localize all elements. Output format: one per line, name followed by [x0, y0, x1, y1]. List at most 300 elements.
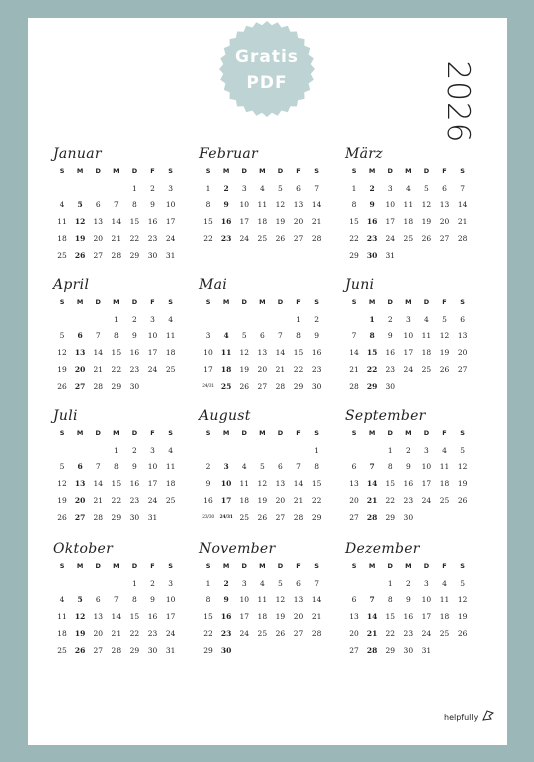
day-cell: 3	[241, 578, 247, 588]
day-cell: 19	[275, 217, 286, 227]
day-cell: 11	[57, 217, 67, 227]
weekday-header	[53, 425, 189, 443]
day-cell: 13	[293, 200, 304, 210]
day-cell: 12	[421, 200, 432, 210]
day-cell: 21	[366, 495, 378, 505]
day-cell	[253, 643, 271, 660]
day-cell: 2	[205, 462, 211, 472]
weekday-label: F	[150, 167, 155, 175]
week-row	[345, 312, 481, 329]
day-cell: 8	[296, 331, 301, 341]
day-cell: 20	[349, 628, 359, 638]
day-cell: 25	[421, 364, 432, 374]
day-cell: 29	[366, 381, 378, 391]
day-cell: 11	[257, 595, 268, 605]
day-cell: 18	[439, 612, 450, 622]
week-row	[53, 362, 189, 379]
day-cell	[89, 312, 107, 329]
day-cell: 20	[257, 364, 268, 374]
day-cell: 26	[457, 495, 468, 505]
week-row	[199, 345, 335, 362]
day-cell: 12	[239, 348, 249, 358]
day-cell: 19	[74, 233, 86, 243]
day-cell: 16	[147, 612, 158, 622]
day-cell	[345, 443, 363, 460]
week-row	[199, 231, 335, 248]
week-row	[345, 248, 481, 265]
day-cell: 31	[165, 250, 176, 260]
day-cell: 25	[165, 495, 176, 505]
day-cell: 3	[241, 183, 247, 193]
month-grid	[53, 558, 189, 659]
day-cell: 22	[311, 495, 322, 505]
week-row	[345, 328, 481, 345]
day-cell: 21	[349, 364, 359, 374]
day-cell: 17	[421, 612, 432, 622]
day-cell	[199, 312, 217, 329]
day-cell: 5	[442, 314, 447, 324]
day-cell	[399, 379, 417, 396]
day-cell: 29	[129, 645, 140, 655]
day-cell: 16	[147, 217, 158, 227]
day-cell: 5	[460, 578, 465, 588]
day-cell: 3	[150, 314, 155, 324]
month-grid	[53, 294, 189, 395]
day-cell: 18	[57, 233, 67, 243]
day-cell: 14	[111, 612, 122, 622]
day-cell: 16	[220, 217, 232, 227]
day-cell: 9	[132, 462, 137, 472]
brand-logo-text: helpfully	[444, 713, 479, 722]
weekday-label: F	[442, 298, 447, 306]
day-cell: 27	[257, 381, 268, 391]
day-cell: 1	[205, 183, 211, 193]
week-row	[199, 592, 335, 609]
day-cell: 1	[387, 445, 393, 455]
weekday-header	[199, 163, 335, 181]
day-cell: 9	[405, 462, 411, 472]
weekday-label: S	[314, 167, 319, 175]
weekday-label: D	[131, 298, 138, 306]
weekday-label: D	[387, 429, 393, 437]
week-row	[53, 231, 189, 248]
weekday-label: S	[59, 298, 65, 306]
day-cell: 13	[439, 200, 450, 210]
day-cell: 22	[129, 628, 140, 638]
day-cell: 14	[457, 200, 468, 210]
day-cell: 19	[239, 364, 249, 374]
day-cell: 4	[424, 314, 429, 324]
weekday-label: S	[59, 429, 65, 437]
weekday-label: D	[95, 298, 101, 306]
day-cell: 16	[403, 479, 414, 489]
day-cell: 11	[439, 595, 450, 605]
weekday-header	[53, 163, 189, 181]
day-cell: 29	[385, 512, 395, 522]
day-cell: 13	[74, 479, 86, 489]
day-cell: 23/30	[202, 514, 215, 520]
month-grid	[345, 163, 481, 264]
weekday-label: M	[113, 298, 120, 306]
day-cell: 26	[57, 381, 67, 391]
day-cell: 11	[403, 200, 414, 210]
day-cell: 4	[259, 183, 265, 193]
day-cell: 15	[129, 217, 140, 227]
day-cell: 19	[57, 364, 67, 374]
weekday-label: D	[131, 562, 138, 570]
day-cell: 21	[93, 495, 103, 505]
day-cell: 20	[74, 364, 86, 374]
day-cell: 14	[366, 479, 378, 489]
weekday-label: D	[277, 298, 284, 306]
day-cell: 27	[74, 512, 86, 522]
day-cell: 6	[442, 183, 447, 193]
day-cell: 8	[205, 595, 211, 605]
day-cell: 26	[439, 364, 450, 374]
day-cell: 24	[147, 495, 158, 505]
day-cell: 4	[442, 578, 447, 588]
week-row	[53, 493, 189, 510]
week-row	[53, 379, 189, 396]
day-cell: 10	[203, 348, 213, 358]
day-cell: 28	[111, 250, 122, 260]
weekday-label: D	[95, 429, 101, 437]
day-cell: 30	[220, 645, 232, 655]
day-cell: 16	[129, 348, 140, 358]
day-cell: 11	[421, 331, 432, 341]
day-cell: 23	[129, 495, 140, 505]
week-row	[199, 312, 335, 329]
weekday-label: D	[131, 167, 138, 175]
week-row	[53, 197, 189, 214]
weekday-header	[199, 558, 335, 576]
weekday-label: D	[95, 562, 101, 570]
day-cell: 18	[403, 217, 414, 227]
day-cell	[235, 443, 253, 460]
day-cell: 21	[293, 495, 304, 505]
month-grid	[53, 425, 189, 526]
day-cell: 13	[293, 595, 304, 605]
day-cell: 25	[57, 250, 67, 260]
day-cell: 16	[403, 612, 414, 622]
month-title: Januar	[53, 146, 102, 162]
week-row	[53, 459, 189, 476]
day-cell	[363, 443, 381, 460]
day-cell: 9	[387, 331, 393, 341]
day-cell: 15	[293, 348, 304, 358]
week-row	[199, 181, 335, 198]
day-cell	[454, 379, 472, 396]
day-cell: 7	[113, 200, 119, 210]
day-cell: 3	[405, 314, 411, 324]
day-cell: 22	[366, 364, 378, 374]
weekday-label: S	[168, 167, 173, 175]
day-cell: 13	[349, 479, 359, 489]
day-cell	[107, 181, 125, 198]
day-cell: 7	[95, 462, 101, 472]
day-cell: 15	[111, 348, 122, 358]
day-cell: 18	[439, 479, 450, 489]
weekday-label: M	[222, 167, 230, 175]
week-row	[199, 493, 335, 510]
month-title: März	[345, 146, 383, 162]
week-row	[199, 476, 335, 493]
day-cell: 10	[165, 595, 176, 605]
day-cell: 24	[165, 628, 176, 638]
day-cell: 24	[147, 364, 158, 374]
day-cell: 5	[241, 331, 247, 341]
weekday-label: M	[259, 562, 266, 570]
week-row	[345, 197, 481, 214]
week-row	[199, 214, 335, 231]
week-row	[345, 443, 481, 460]
day-cell: 5	[424, 183, 429, 193]
day-cell: 28	[311, 233, 322, 243]
day-cell: 22	[385, 628, 395, 638]
day-cell: 25	[239, 512, 249, 522]
day-cell: 25	[220, 381, 232, 391]
day-cell	[143, 379, 161, 396]
day-cell: 30	[129, 512, 140, 522]
day-cell: 21	[311, 612, 322, 622]
weekday-label: F	[296, 298, 301, 306]
day-cell: 30	[403, 512, 414, 522]
week-row	[53, 312, 189, 329]
day-cell: 4	[59, 595, 65, 605]
week-row	[345, 345, 481, 362]
day-cell: 26	[239, 381, 249, 391]
day-cell: 8	[387, 595, 393, 605]
day-cell: 2	[132, 445, 137, 455]
day-cell: 15	[385, 612, 395, 622]
day-cell: 15	[366, 348, 378, 358]
day-cell: 28	[366, 512, 378, 522]
week-row	[53, 510, 189, 527]
month-title: Mai	[199, 277, 228, 293]
day-cell: 30	[385, 381, 395, 391]
day-cell: 8	[369, 331, 375, 341]
day-cell: 12	[74, 217, 86, 227]
day-cell	[89, 576, 107, 593]
day-cell: 23	[311, 364, 322, 374]
weekday-label: S	[351, 167, 357, 175]
day-cell: 6	[278, 462, 283, 472]
day-cell: 5	[59, 462, 65, 472]
day-cell: 8	[351, 200, 357, 210]
weekday-header	[53, 294, 189, 312]
weekday-label: S	[59, 562, 65, 570]
day-cell: 28	[457, 233, 468, 243]
weekday-label: M	[113, 167, 120, 175]
day-cell: 11	[439, 462, 450, 472]
week-row	[199, 609, 335, 626]
day-cell: 6	[95, 200, 101, 210]
day-cell	[399, 248, 417, 265]
day-cell: 27	[349, 512, 359, 522]
day-cell: 6	[259, 331, 265, 341]
day-cell: 29	[293, 381, 304, 391]
day-cell: 1	[296, 314, 301, 324]
day-cell: 7	[113, 595, 119, 605]
day-cell: 26	[74, 645, 86, 655]
day-cell	[454, 643, 472, 660]
month-title: Oktober	[53, 541, 114, 557]
day-cell: 17	[220, 495, 232, 505]
day-cell: 13	[93, 612, 103, 622]
day-cell: 11	[57, 612, 67, 622]
day-cell: 2	[405, 578, 411, 588]
month-title: Februar	[199, 146, 259, 162]
weekday-label: M	[113, 562, 120, 570]
weekday-label: S	[205, 167, 211, 175]
weekday-label: D	[387, 167, 393, 175]
weekday-label: S	[460, 298, 465, 306]
day-cell	[53, 312, 71, 329]
day-cell: 23	[403, 495, 414, 505]
weekday-label: S	[205, 298, 211, 306]
day-cell: 29	[349, 250, 359, 260]
day-cell: 9	[205, 479, 211, 489]
week-row	[53, 576, 189, 593]
day-cell: 26	[57, 512, 67, 522]
day-cell: 17	[239, 217, 249, 227]
day-cell: 16	[311, 348, 322, 358]
day-cell: 9	[223, 595, 229, 605]
week-row	[199, 443, 335, 460]
day-cell: 1	[132, 578, 137, 588]
day-cell: 5	[59, 331, 65, 341]
day-cell: 31	[385, 250, 395, 260]
gratis-pdf-badge[interactable]	[218, 20, 316, 118]
weekday-label: D	[277, 167, 284, 175]
week-row	[53, 643, 189, 660]
day-cell: 24	[165, 233, 176, 243]
day-cell: 14	[293, 479, 304, 489]
day-cell: 26	[74, 250, 86, 260]
day-cell: 6	[351, 595, 357, 605]
day-cell: 19	[275, 612, 286, 622]
day-cell: 17	[403, 348, 414, 358]
week-row	[345, 476, 481, 493]
week-row	[53, 248, 189, 265]
week-row	[345, 231, 481, 248]
day-cell: 15	[203, 612, 213, 622]
weekday-label: M	[222, 429, 230, 437]
weekday-label: M	[76, 562, 84, 570]
day-cell: 12	[275, 200, 286, 210]
day-cell: 13	[93, 217, 103, 227]
day-cell: 29	[129, 250, 140, 260]
day-cell: 24	[421, 628, 432, 638]
week-row	[345, 643, 481, 660]
day-cell: 17	[147, 348, 158, 358]
day-cell: 24	[385, 233, 395, 243]
day-cell: 17	[165, 612, 176, 622]
day-cell: 9	[405, 595, 411, 605]
day-cell: 11	[165, 331, 176, 341]
day-cell: 15	[349, 217, 359, 227]
day-cell: 10	[239, 595, 249, 605]
day-cell: 1	[132, 183, 137, 193]
day-cell: 28	[349, 381, 359, 391]
day-cell: 19	[257, 495, 268, 505]
day-cell: 23	[147, 233, 158, 243]
day-cell: 22	[203, 233, 213, 243]
month-grid	[199, 294, 335, 395]
day-cell: 13	[275, 479, 286, 489]
day-cell	[235, 643, 253, 660]
day-cell: 9	[150, 595, 155, 605]
day-cell: 19	[457, 612, 468, 622]
month-grid	[345, 294, 481, 395]
day-cell: 2	[150, 183, 155, 193]
day-cell	[217, 312, 235, 329]
day-cell: 15	[111, 479, 122, 489]
day-cell: 7	[314, 183, 319, 193]
day-cell: 27	[293, 233, 304, 243]
day-cell	[417, 510, 435, 527]
day-cell: 24	[421, 495, 432, 505]
day-cell: 6	[351, 462, 357, 472]
day-cell: 28	[293, 512, 304, 522]
day-cell	[71, 181, 89, 198]
day-cell: 4	[168, 445, 173, 455]
weekday-header	[345, 294, 481, 312]
day-cell: 24	[239, 628, 249, 638]
day-cell: 18	[257, 217, 268, 227]
day-cell: 8	[113, 462, 119, 472]
day-cell	[199, 443, 217, 460]
weekday-label: S	[351, 298, 357, 306]
day-cell: 14	[275, 348, 286, 358]
day-cell: 4	[223, 331, 229, 341]
day-cell: 24	[239, 233, 249, 243]
day-cell: 7	[296, 462, 301, 472]
day-cell: 28	[93, 512, 103, 522]
day-cell: 1	[369, 314, 375, 324]
weekday-label: F	[296, 562, 301, 570]
day-cell	[271, 643, 289, 660]
day-cell: 25	[439, 628, 450, 638]
day-cell: 30	[403, 645, 414, 655]
day-cell	[289, 443, 307, 460]
day-cell: 23	[403, 628, 414, 638]
day-cell: 18	[239, 495, 249, 505]
day-cell	[289, 643, 307, 660]
week-row	[199, 643, 335, 660]
day-cell: 23	[147, 628, 158, 638]
day-cell: 2	[369, 183, 375, 193]
day-cell: 22	[349, 233, 359, 243]
day-cell: 3	[424, 445, 429, 455]
day-cell: 20	[93, 628, 103, 638]
week-row	[53, 626, 189, 643]
day-cell	[435, 248, 453, 265]
day-cell: 30	[147, 250, 158, 260]
day-cell: 18	[421, 348, 432, 358]
day-cell: 5	[77, 595, 83, 605]
month-title: August	[199, 408, 251, 424]
day-cell: 7	[460, 183, 465, 193]
week-row	[199, 379, 335, 396]
day-cell: 6	[296, 578, 301, 588]
day-cell: 4	[405, 183, 411, 193]
day-cell: 11	[257, 200, 268, 210]
day-cell: 27	[457, 364, 468, 374]
weekday-label: D	[277, 429, 284, 437]
week-row	[199, 576, 335, 593]
weekday-label: S	[460, 562, 465, 570]
